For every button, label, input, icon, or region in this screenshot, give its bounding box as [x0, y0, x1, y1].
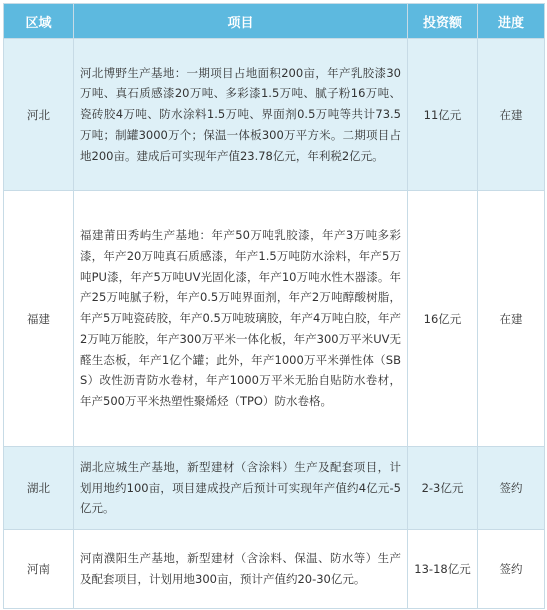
- table-header-row: [4, 4, 545, 39]
- cell-amount: 13-18亿元: [408, 530, 478, 609]
- cell-project: 福建莆田秀屿生产基地：年产50万吨乳胶漆，年产3万吨多彩漆，年产20万吨真石质感漆，年产1.5万吨防水涂料，年产5万吨PU漆，年产5万吨UV光固化漆，年产10万吨水性木器漆。年产25万吨腻子粉，年产0.5万吨界面剂，年产2万吨醇酸树脂，年产5万吨瓷砖胶，年产0.5万吨玻璃胶，年产4万吨白胶，年产2万吨万能胶，年产300万平米一体化板，年产300万平米UV无醛生态板，年产1亿个罐；此外，年产1000万平米弹性体（SBS）改性沥青防水卷材，年产1000万平米无胎自贴防水卷材，年产500万平米热塑性聚烯烃（TPO）防水卷格。: [74, 191, 408, 447]
- cell-region: 河南: [4, 530, 74, 609]
- cell-project: 河北博野生产基地：一期项目占地面积200亩，年产乳胶漆30万吨、真石质感漆20万吨、多彩漆1.5万吨、腻子粉16万吨、瓷砖胶4万吨、防水涂料1.5万吨、界面剂0.5万吨等共计73.5万吨；制罐3000万个；保温一体板300万平方米。二期项目占地200亩。建成后可实现年产值23.78亿元，年利税2亿元。: [74, 39, 408, 191]
- cell-region: 河北: [4, 39, 74, 191]
- cell-progress: 签约: [478, 447, 545, 530]
- table-row-hubei: [4, 447, 545, 530]
- cell-project: 河南濮阳生产基地，新型建材（含涂料、保温、防水等）生产及配套项目，计划用地300亩，预计产值约20-30亿元。: [74, 530, 408, 609]
- investment-table: [3, 3, 545, 609]
- cell-progress: 签约: [478, 530, 545, 609]
- table-row-hebei: [4, 39, 545, 191]
- header-progress: 进度: [478, 4, 545, 39]
- cell-region: 湖北: [4, 447, 74, 530]
- cell-amount: 11亿元: [408, 39, 478, 191]
- cell-progress: 在建: [478, 39, 545, 191]
- cell-progress: 在建: [478, 191, 545, 447]
- table-row-fujian: [4, 191, 545, 447]
- cell-amount: 2-3亿元: [408, 447, 478, 530]
- cell-amount: 16亿元: [408, 191, 478, 447]
- header-region: 区域: [4, 4, 74, 39]
- table-row-henan: [4, 530, 545, 609]
- cell-project: 湖北应城生产基地，新型建材（含涂料）生产及配套项目，计划用地约100亩，项目建成投产后预计可实现年产值约4亿元-5亿元。: [74, 447, 408, 530]
- header-project: 项目: [74, 4, 408, 39]
- header-amount: 投资额: [408, 4, 478, 39]
- cell-region: 福建: [4, 191, 74, 447]
